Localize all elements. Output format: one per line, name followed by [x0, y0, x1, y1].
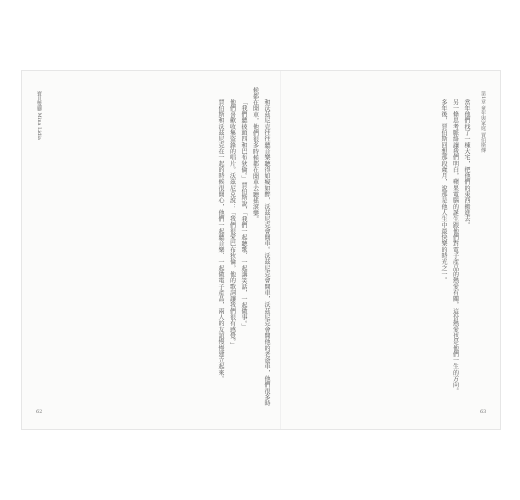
paragraph: 多年後，賈伯斯回想那段歲月，說那是他人生中最快樂的時光之一。: [440, 99, 447, 284]
chapter-title: 童年與家庭: [480, 105, 486, 131]
paragraph: 另一條思考脈絡讓我們明白，蘋果電腦的誕生跟他們對電子產品的熱愛有關，這份熱愛也是他們一生的方向。: [451, 99, 459, 395]
paragraph: 「我們聽披頭四和巴布狄倫。」賈伯斯說，「我們一起聽歌、一起講笑話，一起做事。」: [240, 99, 247, 330]
paragraph: 賈伯斯和沃茲尼克在一起的時候很開心，他們一起聽音樂、一起做電子產品，兩人的友誼慢慢建立起來。: [217, 99, 224, 382]
chapter-label: 第1章: [480, 91, 486, 105]
left-page-text: [52, 87, 272, 407]
page-gutter: [280, 71, 281, 429]
page-number-left: 62: [36, 409, 43, 415]
right-page-text: [292, 87, 472, 407]
book-title: 寶貝雙腳: [36, 91, 42, 111]
chapter-subtitle: 賈伯斯傳: [480, 132, 486, 153]
chapter-label: Mina Lidia: [36, 112, 42, 140]
book-spread: [22, 71, 500, 429]
paragraph: 和沃茲尼克往往聽音樂聽得如癡如醉，沃茲尼克會開車。沃茲尼克會開車，沃茲尼克會開他的老爸車，他們很多時候都在開車，他們很多時候都在開車去聽搖滾樂。: [251, 87, 270, 407]
left-header: [36, 91, 42, 140]
right-header: [480, 91, 486, 152]
page-number-right: 63: [480, 409, 487, 415]
paragraph: 他們喜歡收集盜錄的唱片。沃茲尼克說：「我們很愛巴布狄倫，他的歌詞讓我們很有感覺。」: [228, 99, 236, 349]
paragraph: 當年他們找了一棟大宅，把他們的東西搬進去。: [463, 99, 470, 229]
